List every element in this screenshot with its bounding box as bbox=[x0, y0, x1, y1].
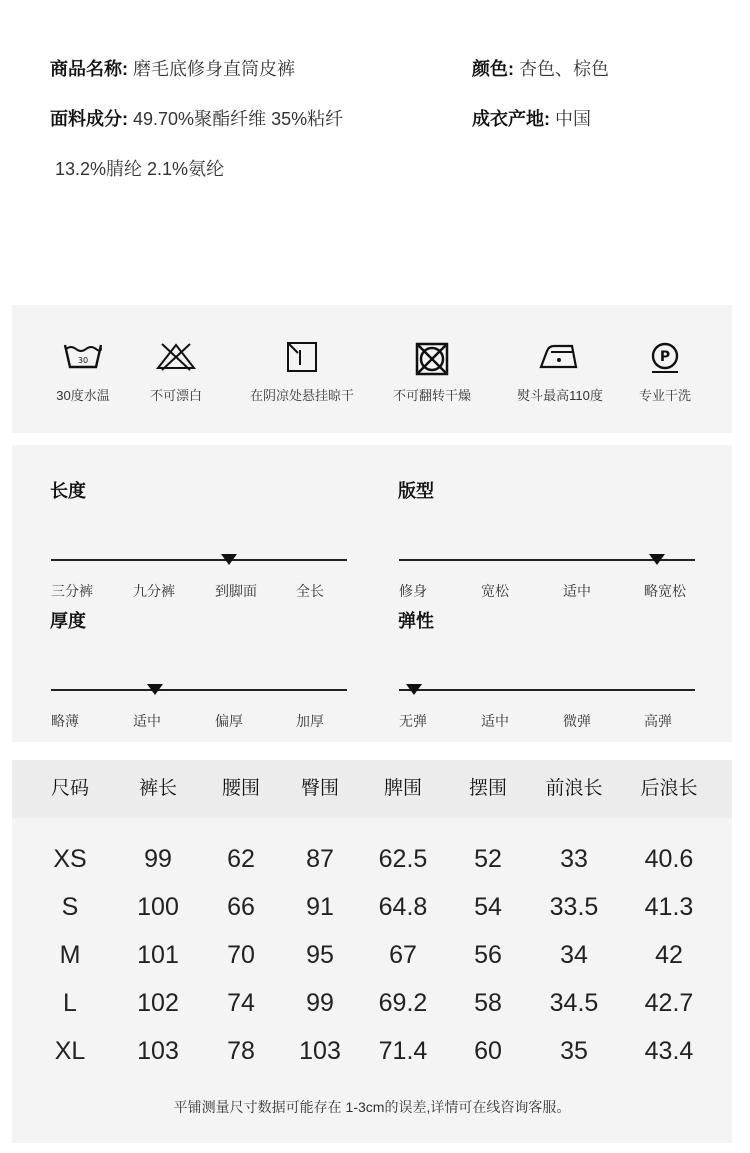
care-label: 不可漂白 bbox=[149, 388, 202, 403]
scale-option: 略薄 bbox=[51, 713, 79, 729]
table-cell: 62 bbox=[227, 845, 255, 873]
table-cell: 100 bbox=[137, 893, 179, 921]
scale-line bbox=[51, 689, 347, 691]
table-cell: 54 bbox=[474, 893, 502, 921]
scale-option: 微弹 bbox=[563, 713, 591, 729]
svg-text:30: 30 bbox=[77, 356, 89, 365]
column-header: 摆围 bbox=[468, 778, 507, 799]
size-label-cell: XS bbox=[53, 845, 87, 873]
scale-option: 适中 bbox=[133, 713, 161, 729]
care-item-iron bbox=[506, 305, 614, 433]
table-cell: 62.5 bbox=[378, 845, 428, 873]
table-cell: 66 bbox=[227, 893, 255, 921]
scale-option: 九分裤 bbox=[133, 583, 175, 599]
column-header: 前浪长 bbox=[545, 778, 603, 799]
product-name-row bbox=[50, 55, 295, 81]
table-cell: 34 bbox=[560, 941, 588, 969]
table-cell: 91 bbox=[306, 893, 334, 921]
line-dry-shade-icon bbox=[286, 341, 318, 373]
table-cell: 99 bbox=[144, 845, 172, 873]
fabric-row bbox=[50, 105, 343, 131]
size-note: 平铺测量尺寸数据可能存在 1-3cm的误差,详情可在线咨询客服。 bbox=[173, 1099, 571, 1115]
table-cell: 43.4 bbox=[644, 1037, 694, 1065]
scale-title: 长度 bbox=[50, 481, 86, 501]
table-cell: 33.5 bbox=[549, 893, 599, 921]
care-instructions bbox=[12, 305, 732, 433]
iron-110-icon bbox=[538, 341, 582, 371]
no-tumble-dry-icon bbox=[414, 341, 450, 377]
fabric-value: 49.70%聚酯纤维 35%粘纤 bbox=[133, 109, 344, 129]
table-cell: 101 bbox=[137, 941, 179, 969]
table-cell: 42 bbox=[655, 941, 683, 969]
care-label: 专业干洗 bbox=[638, 388, 691, 403]
table-cell: 42.7 bbox=[644, 989, 694, 1017]
table-cell: 58 bbox=[474, 989, 502, 1017]
table-cell: 103 bbox=[137, 1037, 179, 1065]
dry-clean-p-icon bbox=[648, 341, 682, 375]
size-label-cell: M bbox=[59, 941, 81, 969]
table-cell: 60 bbox=[474, 1037, 502, 1065]
color-value: 杏色、棕色 bbox=[519, 59, 610, 79]
table-cell: 52 bbox=[474, 845, 502, 873]
origin-label: 成衣产地: bbox=[472, 109, 550, 129]
column-header: 脾围 bbox=[383, 778, 422, 799]
origin-row bbox=[472, 105, 591, 131]
table-cell: 35 bbox=[560, 1037, 588, 1065]
size-table bbox=[12, 760, 732, 1143]
size-label-cell: XL bbox=[54, 1037, 86, 1065]
scale-marker bbox=[221, 554, 237, 565]
table-cell: 103 bbox=[299, 1037, 341, 1065]
table-cell: 41.3 bbox=[644, 893, 694, 921]
scale-title: 厚度 bbox=[50, 611, 86, 631]
table-cell: 64.8 bbox=[378, 893, 428, 921]
column-header: 臀围 bbox=[300, 778, 339, 799]
table-cell: 67 bbox=[389, 941, 417, 969]
fit-scales bbox=[12, 445, 732, 742]
scale-marker bbox=[147, 684, 163, 695]
column-header: 尺码 bbox=[50, 778, 89, 799]
color-label: 颜色: bbox=[472, 59, 514, 79]
scale-option: 略宽松 bbox=[644, 583, 686, 599]
color-row bbox=[472, 55, 609, 81]
scale-option: 三分裤 bbox=[51, 583, 93, 599]
table-cell: 74 bbox=[227, 989, 255, 1017]
table-cell: 99 bbox=[306, 989, 334, 1017]
product-info bbox=[0, 0, 750, 200]
care-label: 30度水温 bbox=[56, 388, 110, 403]
scale-option: 适中 bbox=[481, 713, 509, 729]
column-header: 后浪长 bbox=[640, 778, 698, 799]
fabric-value-continued: 13.2%腈纶 2.1%氨纶 bbox=[55, 159, 225, 179]
care-label: 不可翻转干燥 bbox=[392, 388, 471, 403]
scale-line bbox=[51, 559, 347, 561]
product-name-label: 商品名称: bbox=[50, 59, 128, 79]
column-header: 裤长 bbox=[138, 778, 177, 799]
table-cell: 95 bbox=[306, 941, 334, 969]
care-item-tumble bbox=[384, 305, 480, 433]
wash-30-icon bbox=[62, 341, 104, 371]
care-label: 熨斗最高110度 bbox=[517, 388, 603, 403]
scale-option: 高弹 bbox=[644, 713, 672, 729]
size-label-cell: L bbox=[63, 989, 77, 1017]
scale-option: 全长 bbox=[296, 583, 324, 599]
table-cell: 70 bbox=[227, 941, 255, 969]
scale-title: 版型 bbox=[398, 481, 434, 501]
scale-option: 加厚 bbox=[296, 713, 324, 729]
table-cell: 33 bbox=[560, 845, 588, 873]
scale-option: 无弹 bbox=[399, 713, 427, 729]
table-cell: 69.2 bbox=[378, 989, 428, 1017]
care-item-wash bbox=[42, 305, 124, 433]
scale-line bbox=[399, 689, 695, 691]
scale-option: 到脚面 bbox=[215, 583, 257, 599]
scale-option: 偏厚 bbox=[215, 713, 243, 729]
scale-option: 修身 bbox=[399, 583, 427, 599]
scale-option: 适中 bbox=[563, 583, 591, 599]
care-item-dry-shade bbox=[240, 305, 364, 433]
scale-marker bbox=[649, 554, 665, 565]
care-item-dry-clean bbox=[626, 305, 704, 433]
no-bleach-icon bbox=[154, 341, 198, 371]
table-cell: 71.4 bbox=[378, 1037, 428, 1065]
table-cell: 40.6 bbox=[644, 845, 694, 873]
table-cell: 102 bbox=[137, 989, 179, 1017]
fabric-row-continued bbox=[55, 155, 224, 181]
scale-option: 宽松 bbox=[481, 583, 509, 599]
table-cell: 34.5 bbox=[549, 989, 599, 1017]
scale-title: 弹性 bbox=[398, 611, 434, 631]
size-table-header bbox=[12, 760, 732, 818]
origin-value: 中国 bbox=[555, 109, 592, 129]
table-cell: 78 bbox=[227, 1037, 255, 1065]
table-cell: 87 bbox=[306, 845, 334, 873]
product-name-value: 磨毛底修身直筒皮裤 bbox=[133, 59, 296, 79]
care-item-bleach bbox=[136, 305, 216, 433]
svg-text:P: P bbox=[659, 349, 671, 365]
care-label: 在阴凉处悬挂晾干 bbox=[249, 388, 354, 403]
column-header: 腰围 bbox=[221, 778, 260, 799]
table-cell: 56 bbox=[474, 941, 502, 969]
scale-marker bbox=[406, 684, 422, 695]
fabric-label: 面料成分: bbox=[50, 109, 128, 129]
size-label-cell: S bbox=[61, 893, 79, 921]
